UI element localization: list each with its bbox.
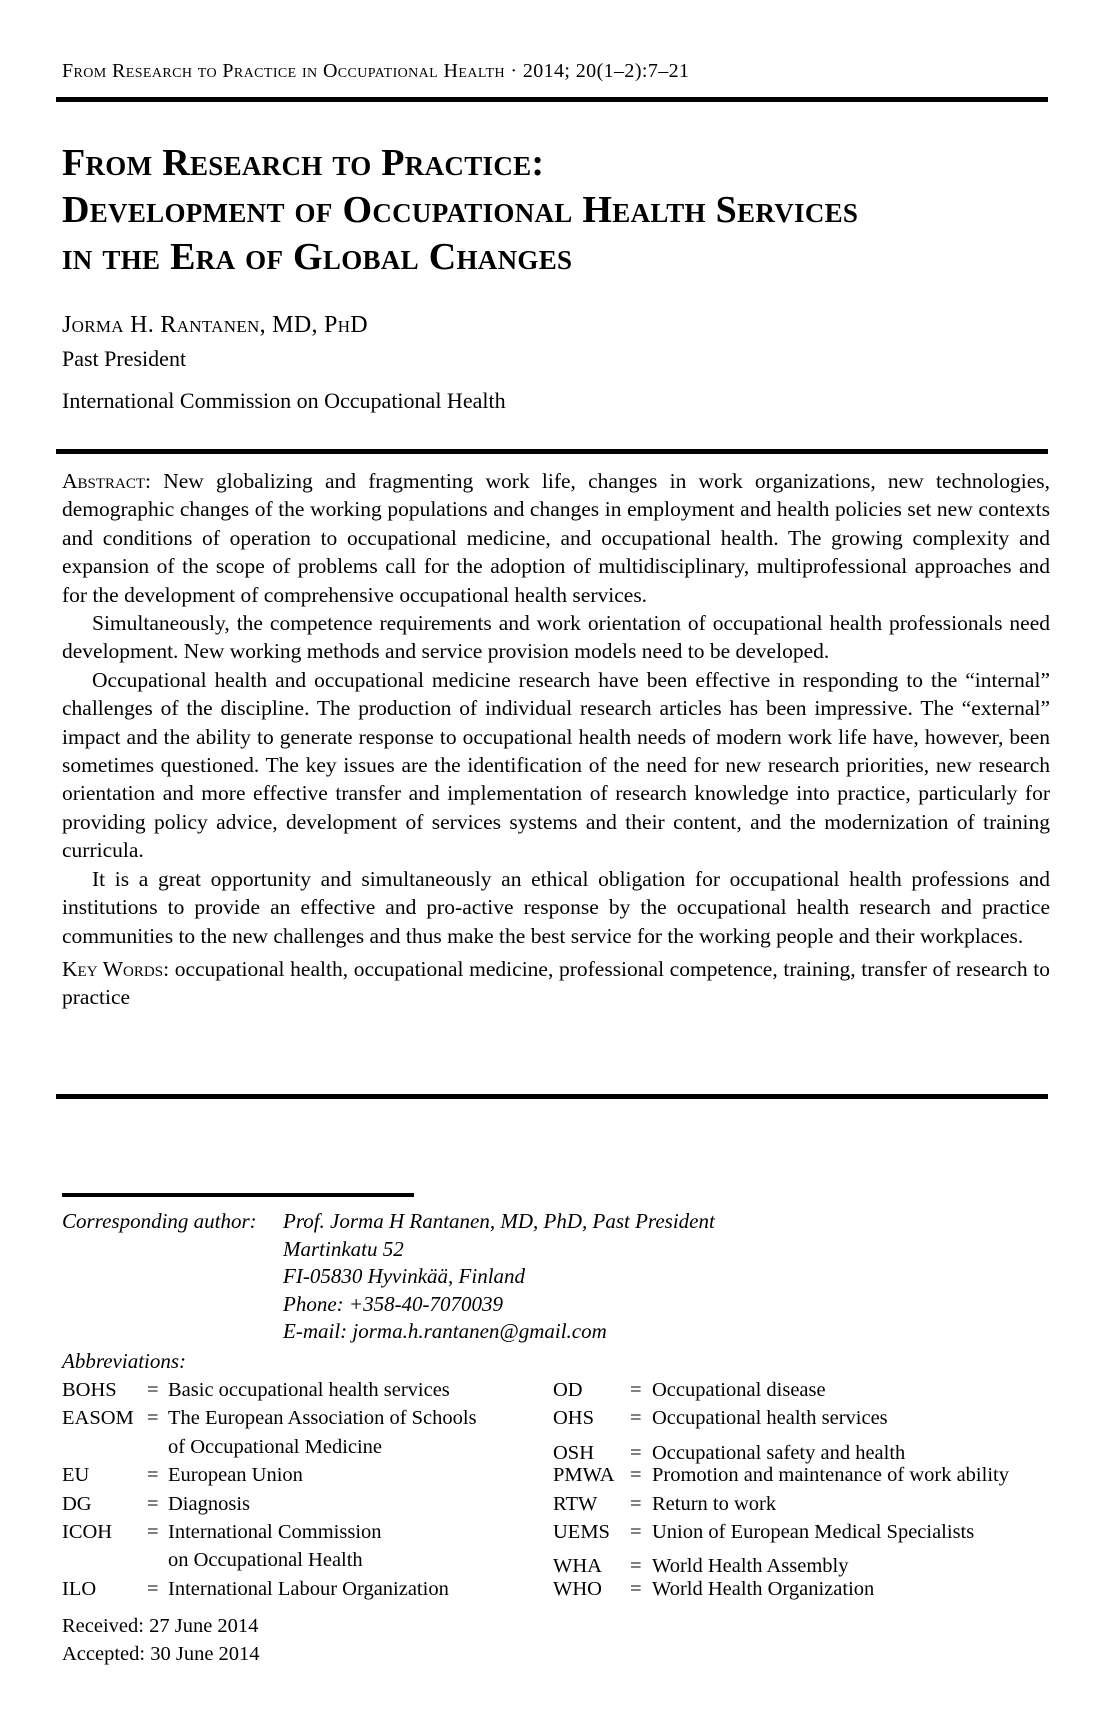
abbreviation-acronym: WHO — [553, 1577, 602, 1600]
abbreviation-left-cell — [62, 1464, 553, 1487]
abbreviation-equals: = — [630, 1577, 642, 1600]
abstract-label: Abstract: — [62, 469, 152, 493]
abbreviation-equals: = — [147, 1492, 159, 1515]
author-role: Past President — [62, 346, 187, 371]
abbreviation-left-cell — [62, 1493, 553, 1516]
abstract-lead-text: New globalizing and fragmenting work life, changes in work organizations, new technologies, demographic changes of the working populations and changes in employment and health policies set new contexts and conditions of operation to occupational medicine, and occupational health. The growing complexity and expansion of the scope of problems call for the adoption of multidisciplinary, multiprofessional approaches and for the development of comprehensive occupational health services. — [62, 469, 1051, 607]
corresponding-contact-lines — [283, 1208, 715, 1346]
abbreviation-equals: = — [630, 1407, 642, 1430]
abbreviation-equals: = — [630, 1492, 642, 1515]
abbreviation-row — [62, 1521, 1050, 1549]
abbreviation-row — [62, 1578, 1050, 1606]
contact-line: Prof. Jorma H Rantanen, MD, PhD, Past President — [283, 1209, 715, 1233]
abbreviation-acronym: ILO — [62, 1577, 97, 1600]
abbreviation-left-cell — [62, 1436, 553, 1459]
abbreviation-definition: of Occupational Medicine — [168, 1435, 383, 1458]
abbreviation-left-cell — [62, 1407, 553, 1430]
abbreviation-equals: = — [630, 1379, 642, 1401]
abbreviation-right-cell — [553, 1578, 1050, 1601]
keywords-text: occupational health, occupational medicine, professional competence, training, transfer of research to practice — [62, 956, 1051, 1010]
contact-line: E-mail: jorma.h.rantanen@gmail.com — [283, 1319, 607, 1344]
abbreviation-left-cell — [62, 1379, 553, 1402]
abstract-paragraph: Simultaneously, the competence requirements and work orientation of occupational health professionals need development. New working methods and service provision models need to be developed. — [62, 611, 1050, 664]
abbreviation-acronym: PMWA — [553, 1464, 615, 1487]
abbreviation-definition: Union of European Medical Specialists — [652, 1520, 975, 1543]
abbreviation-definition: Diagnosis — [168, 1492, 250, 1515]
corresponding-author-label: Corresponding author: — [62, 1209, 257, 1233]
abbreviation-definition: Occupational health services — [652, 1407, 888, 1430]
abbreviation-row — [62, 1379, 1050, 1407]
accepted-date: Accepted: 30 June 2014 — [62, 1643, 260, 1666]
abbreviation-acronym: BOHS — [62, 1379, 117, 1401]
article-title-line: From Research to Practice: — [62, 142, 545, 184]
abbreviation-definition: Return to work — [652, 1492, 777, 1515]
running-head: From Research to Practice in Occupational Health · 2014; 20(1–2):7–21 — [62, 60, 690, 82]
corresponding-author-block — [62, 1208, 1050, 1346]
header-rule — [56, 97, 1048, 102]
abbreviation-equals: = — [630, 1441, 642, 1464]
abbreviation-left-cell — [62, 1578, 553, 1601]
abbreviation-equals: = — [147, 1577, 159, 1600]
abbreviation-equals: = — [630, 1555, 642, 1578]
abbreviation-definition: Occupational disease — [652, 1379, 826, 1401]
abbreviation-definition: The European Association of Schools — [168, 1407, 477, 1430]
abbreviation-right-cell — [553, 1442, 1050, 1465]
abstract-paragraph: It is a great opportunity and simultaneously an ethical obligation for occupational health professions and institutions to provide an effective and pro-active response by the occupational health research and practice communities to the new challenges and thus make the best service for the working people and their workplaces. — [62, 866, 1050, 948]
abbreviation-acronym — [62, 1436, 147, 1459]
abbreviation-row — [62, 1549, 1050, 1577]
abbreviation-acronym: DG — [62, 1492, 92, 1515]
abbreviation-acronym: OHS — [553, 1407, 595, 1430]
abbreviation-definition: World Health Organization — [652, 1577, 875, 1600]
contact-line: Phone: +358-40-7070039 — [283, 1291, 504, 1316]
abbreviation-right-cell — [553, 1379, 1050, 1402]
abbreviation-definition: European Union — [168, 1464, 303, 1487]
abbreviation-row — [62, 1493, 1050, 1521]
abbreviation-acronym: RTW — [553, 1492, 598, 1515]
abbreviation-acronym: WHA — [553, 1555, 602, 1578]
abbreviations-label: Abbreviations: — [62, 1349, 187, 1373]
abbreviation-row — [62, 1464, 1050, 1492]
abbreviation-acronym: EU — [62, 1464, 90, 1487]
abbreviation-definition: on Occupational Health — [168, 1549, 363, 1572]
abbreviation-definition: Occupational safety and health — [652, 1441, 906, 1464]
contact-line: FI-05830 Hyvinkää, Finland — [283, 1264, 526, 1289]
abbreviation-definition: World Health Assembly — [652, 1555, 849, 1578]
abbreviation-row — [62, 1407, 1050, 1435]
keywords-paragraph — [62, 955, 1050, 1012]
abbreviation-definition: Basic occupational health services — [168, 1379, 450, 1401]
abbreviation-equals: = — [147, 1520, 159, 1543]
abbreviation-acronym: EASOM — [62, 1407, 134, 1430]
abbreviation-equals: = — [630, 1520, 642, 1543]
abbreviation-right-cell — [553, 1493, 1050, 1516]
abbreviation-acronym: OSH — [553, 1441, 595, 1464]
abbreviation-equals: = — [147, 1407, 159, 1430]
article-title — [62, 140, 1062, 281]
abbreviation-equals: = — [147, 1464, 159, 1487]
abbreviations-list — [62, 1379, 1050, 1606]
abbreviation-acronym — [62, 1549, 147, 1572]
abbreviation-equals: = — [147, 1379, 159, 1401]
abbreviation-right-cell — [553, 1521, 1050, 1544]
abbreviation-acronym: ICOH — [62, 1520, 113, 1543]
abstract-bottom-rule — [56, 1094, 1048, 1099]
abstract-top-rule — [56, 449, 1048, 454]
footnote-rule — [62, 1193, 414, 1197]
author-name: Jorma H. Rantanen, MD, PhD — [62, 312, 368, 338]
article-title-line: in the Era of Global Changes — [62, 236, 573, 278]
abbreviation-row — [62, 1436, 1050, 1464]
abbreviation-definition: International Labour Organization — [168, 1577, 449, 1600]
abbreviation-right-cell — [553, 1407, 1050, 1430]
abstract-lead-paragraph — [62, 467, 1050, 609]
submission-dates — [62, 1612, 260, 1669]
abbreviation-right-cell — [553, 1464, 1050, 1487]
abbreviation-acronym: UEMS — [553, 1520, 610, 1543]
abbreviation-definition: International Commission — [168, 1520, 382, 1543]
abbreviation-left-cell — [62, 1521, 553, 1544]
abbreviation-equals — [147, 1436, 168, 1459]
abstract-paragraph: Occupational health and occupational medicine research have been effective in responding to the “internal” challenges of the discipline. The production of individual research articles has been impressive. The “external” impact and the ability to generate response to occupational health needs of modern work life have, however, been sometimes questioned. The key issues are the identification of the need for new research priorities, new research orientation and more effective transfer and implementation of research knowledge into practice, particularly for providing policy advice, development of services systems and their content, and the modernization of training curricula. — [62, 667, 1050, 863]
abbreviation-equals — [147, 1549, 168, 1572]
abstract-section — [62, 467, 1050, 1012]
abbreviation-left-cell — [62, 1549, 553, 1572]
contact-line: Martinkatu 52 — [283, 1236, 404, 1261]
abbreviation-acronym: OD — [553, 1379, 583, 1401]
keywords-label: Key Words: — [62, 956, 170, 981]
received-date: Received: 27 June 2014 — [62, 1615, 259, 1637]
abbreviation-equals: = — [630, 1464, 642, 1487]
abbreviation-definition: Promotion and maintenance of work ability — [652, 1464, 1009, 1487]
abbreviation-right-cell — [553, 1555, 1050, 1578]
author-affiliation: International Commission on Occupational Health — [62, 388, 506, 413]
article-title-line: Development of Occupational Health Services — [62, 189, 859, 231]
